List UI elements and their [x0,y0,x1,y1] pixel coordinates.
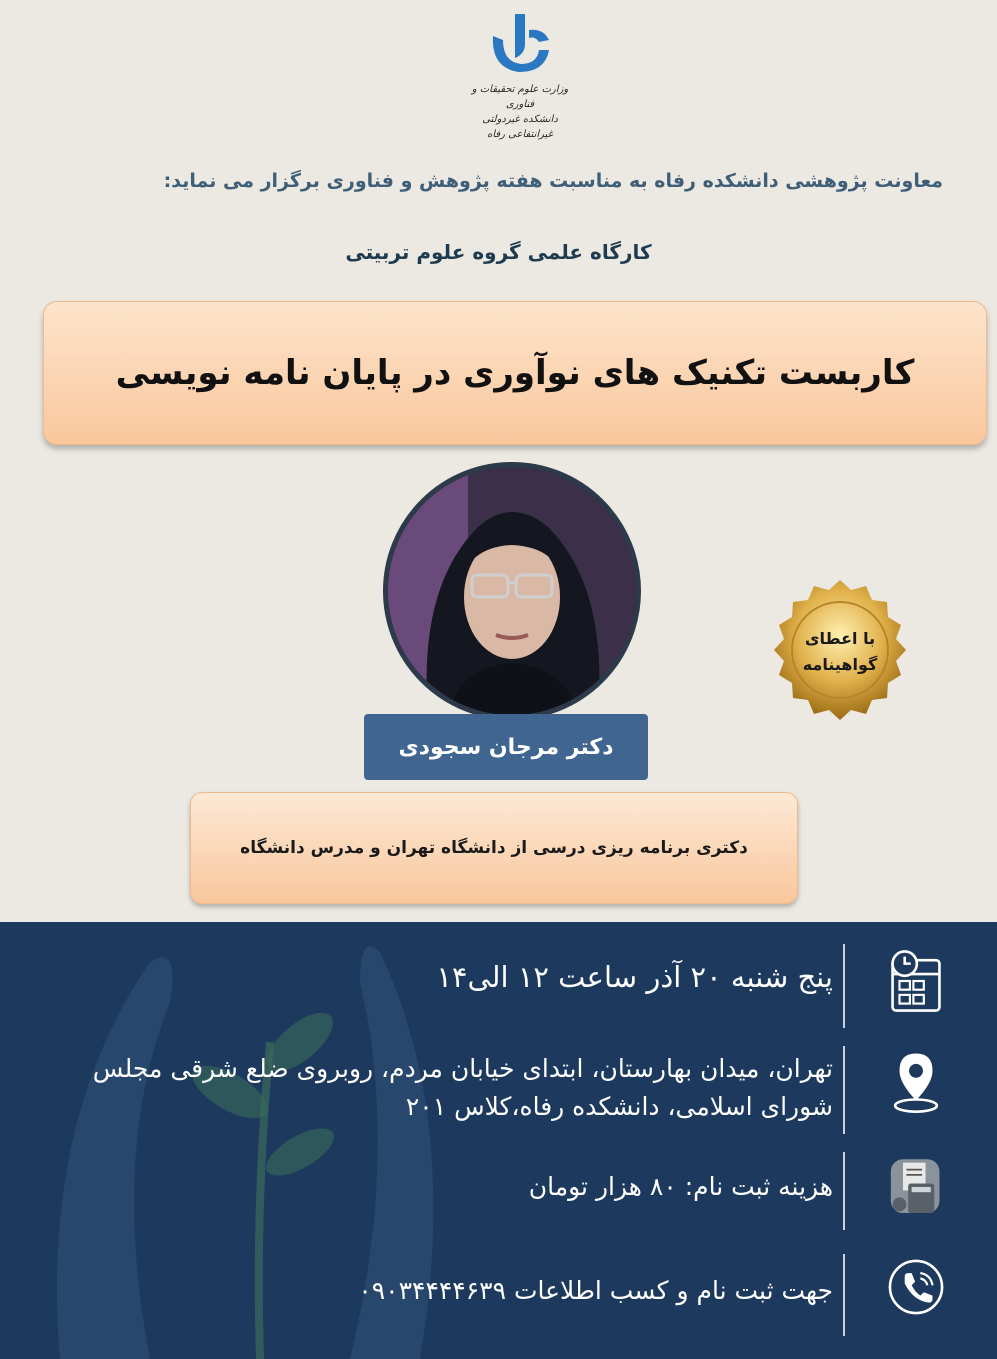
speaker-name: دکتر مرجان سجودی [398,734,614,760]
phone-icon [883,1254,949,1320]
page-title: کاربست تکنیک های نوآوری در پایان نامه نویسی [115,353,915,393]
info-panel [0,922,997,1359]
badge-line-1: با اعطای [804,629,876,648]
badge-line-2: گواهینامه [802,655,878,674]
invoice-calculator-icon [883,1154,949,1220]
location-pin-icon [883,1050,949,1116]
speaker-photo [383,462,641,720]
datetime-text: پنج شنبه ۲۰ آذر ساعت ۱۲ الی۱۴ [436,960,833,994]
ministry-logo-icon [485,10,555,82]
datetime-row [0,942,997,1032]
certificate-badge [768,626,912,678]
fee-row [0,1150,997,1232]
title-banner [43,301,987,445]
location-text: تهران، میدان بهارستان، ابتدای خیابان مردم، روبروی ضلع شرقی مجلس شورای اسلامی، دانشکده رفاه،کلاس ۲۰۱ [92,1054,833,1121]
fee-text: هزینه ثبت نام: ۸۰ هزار تومان [528,1172,833,1201]
logo [460,10,580,140]
logo-line-1: وزارت علوم تحقیقات و فناوری [471,84,569,110]
contact-row [0,1252,997,1338]
logo-line-2: دانشکده غیردولتی غیرانتفاعی رفاه [482,114,558,140]
speaker-bio: دکتری برنامه ریزی درسی از دانشگاه تهران و مدرس دانشگاه [240,838,748,858]
speaker-name-box [364,714,648,780]
calendar-clock-icon [883,948,949,1014]
location-row [0,1044,997,1140]
contact-text: جهت ثبت نام و کسب اطلاعات ۰۹۰۳۴۴۴۴۶۳۹ [358,1276,833,1305]
intro-text: معاونت پژوهشی دانشکده رفاه به مناسبت هفته پژوهش و فناوری برگزار می نماید: [163,170,943,192]
speaker-bio-box [190,792,798,904]
subtitle: کارگاه علمی گروه علوم تربیتی [345,240,652,264]
